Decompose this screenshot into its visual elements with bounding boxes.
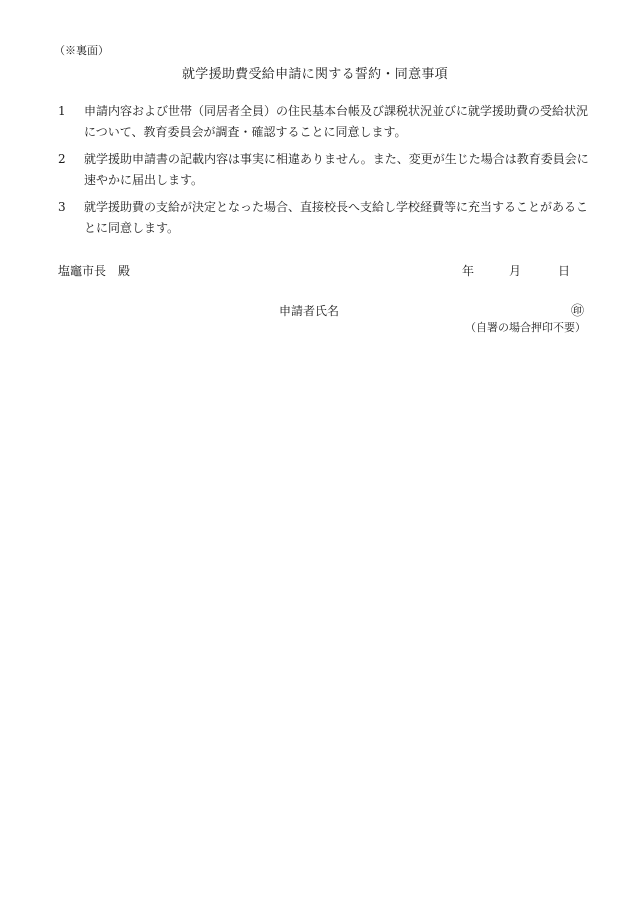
clause-item xyxy=(58,149,598,191)
clause-item xyxy=(58,101,598,143)
clause-text: 就学援助費の支給が決定となった場合、直接校長へ支給し学校経費等に充当することがあることに同意します。 xyxy=(84,200,589,235)
page-side-note: （※裏面） xyxy=(54,44,109,57)
clause-number: 3 xyxy=(58,200,66,214)
clause-item xyxy=(58,197,598,239)
clause-text: 就学援助申請書の記載内容は事実に相違ありません。また、変更が生じた場合は教育委員会に速やかに届出します。 xyxy=(84,152,589,187)
clause-number: 2 xyxy=(58,152,66,166)
page-title: 就学援助費受給申請に関する誓約・同意事項 xyxy=(181,67,448,82)
seal-note: （自署の場合押印不要） xyxy=(465,321,586,334)
clause-list xyxy=(58,101,598,245)
applicant-name-label: 申請者氏名 xyxy=(279,304,340,318)
clause-text: 申請内容および世帯（同居者全員）の住民基本台帳及び課税状況並びに就学援助費の受給状況について、教育委員会が調査・確認することに同意します。 xyxy=(84,104,589,139)
date-row xyxy=(462,262,570,279)
seal-mark-icon: ㊞ xyxy=(571,304,585,319)
date-year-label: 年 xyxy=(462,264,475,278)
date-day-label: 日 xyxy=(558,264,571,278)
clause-number: 1 xyxy=(58,104,66,118)
date-month-label: 月 xyxy=(509,264,522,278)
addressee: 塩竈市長 殿 xyxy=(58,264,131,278)
